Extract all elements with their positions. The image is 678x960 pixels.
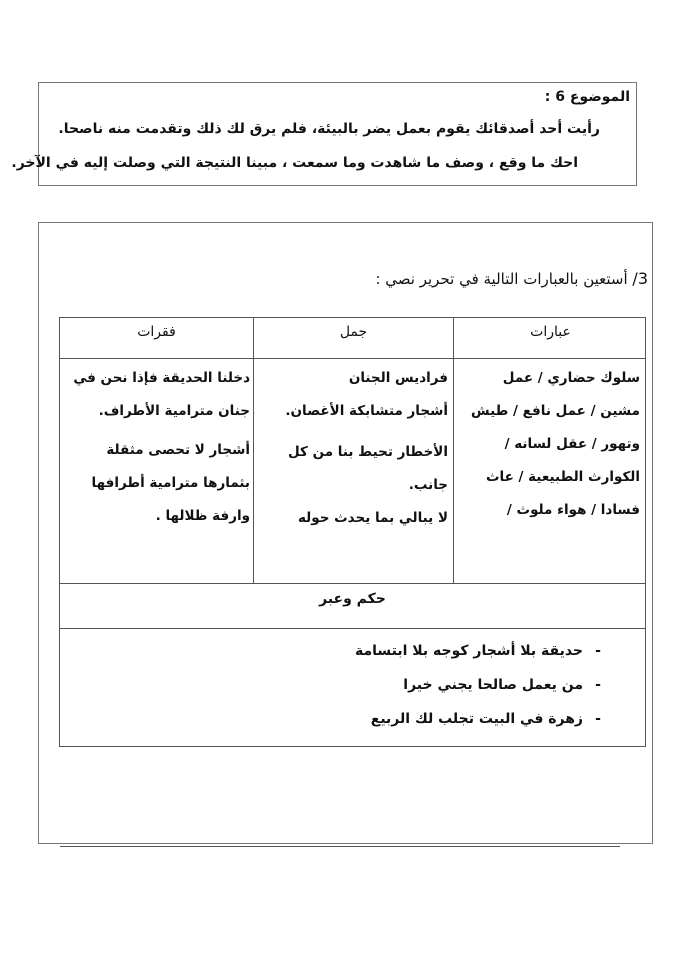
sentence-item: أشجار متشابكة الأغصان. [285,403,448,419]
paragraphs-cell [66,362,250,533]
wisdom-heading: حكم وعبر [319,591,386,607]
proverb-list [355,634,613,736]
instruction [375,269,648,288]
instruction-number: 3/ [632,269,648,288]
topic-heading: الموضوع 6 : [544,89,630,105]
row-divider [60,628,645,629]
sentence-item: فراديس الجنان [348,370,448,386]
header-sentences: جمل [339,324,368,340]
proverb-text: من يعمل صالحا يجني خيرا [403,677,583,693]
instruction-text: أستعين بالعبارات التالية في تحرير نصي : [375,270,628,288]
row-divider [60,583,645,584]
bottom-rule [60,846,620,847]
bullet: - [595,643,601,659]
topic-box [11,82,637,186]
topic-statement: رأيت أحد أصدقائك يقوم بعمل يضر بالبيئة، فلم يرق لك ذلك وتقدمت منه ناصحا. [58,121,600,137]
sentence-item: لا يبالي بما يحدث حوله [297,510,448,526]
paragraph-item: دخلنا الحديقة فإذا نحن في جنان مترامية الأطراف. [73,370,250,419]
list-item [355,634,613,668]
proverb-text: حديقة بلا أشجار كوجه بلا ابتسامة [354,643,583,659]
list-item [355,702,613,736]
bullet: - [595,677,601,693]
sentences-cell [264,362,448,535]
list-item [355,668,613,702]
phrases-cell: سلوك حضاري / عمل مشين / عمل نافع / طيش وتهور / عقل لسانه / الكوارث الطبيعية / عاث فسادا / هواء ملوث / [471,370,640,518]
vocabulary-table [59,317,646,747]
header-paragraphs: فقرات [137,324,176,340]
paragraph-item: أشجار لا تحصى مثقلة بثمارها مترامية أطرافها وارفة ظلالها . [91,442,250,524]
bullet: - [595,711,601,727]
help-box [38,222,653,844]
header-divider [60,358,645,359]
topic-task: احك ما وقع ، وصف ما شاهدت وما سمعت ، مبينا النتيجة التي وصلت إليه في الآخر. [11,155,578,171]
header-phrases: عبارات [530,324,571,340]
sentence-item: الأخطار تحيط بنا من كل جانب. [287,444,448,493]
proverb-text: زهرة في البيت تجلب لك الربيع [370,711,583,727]
